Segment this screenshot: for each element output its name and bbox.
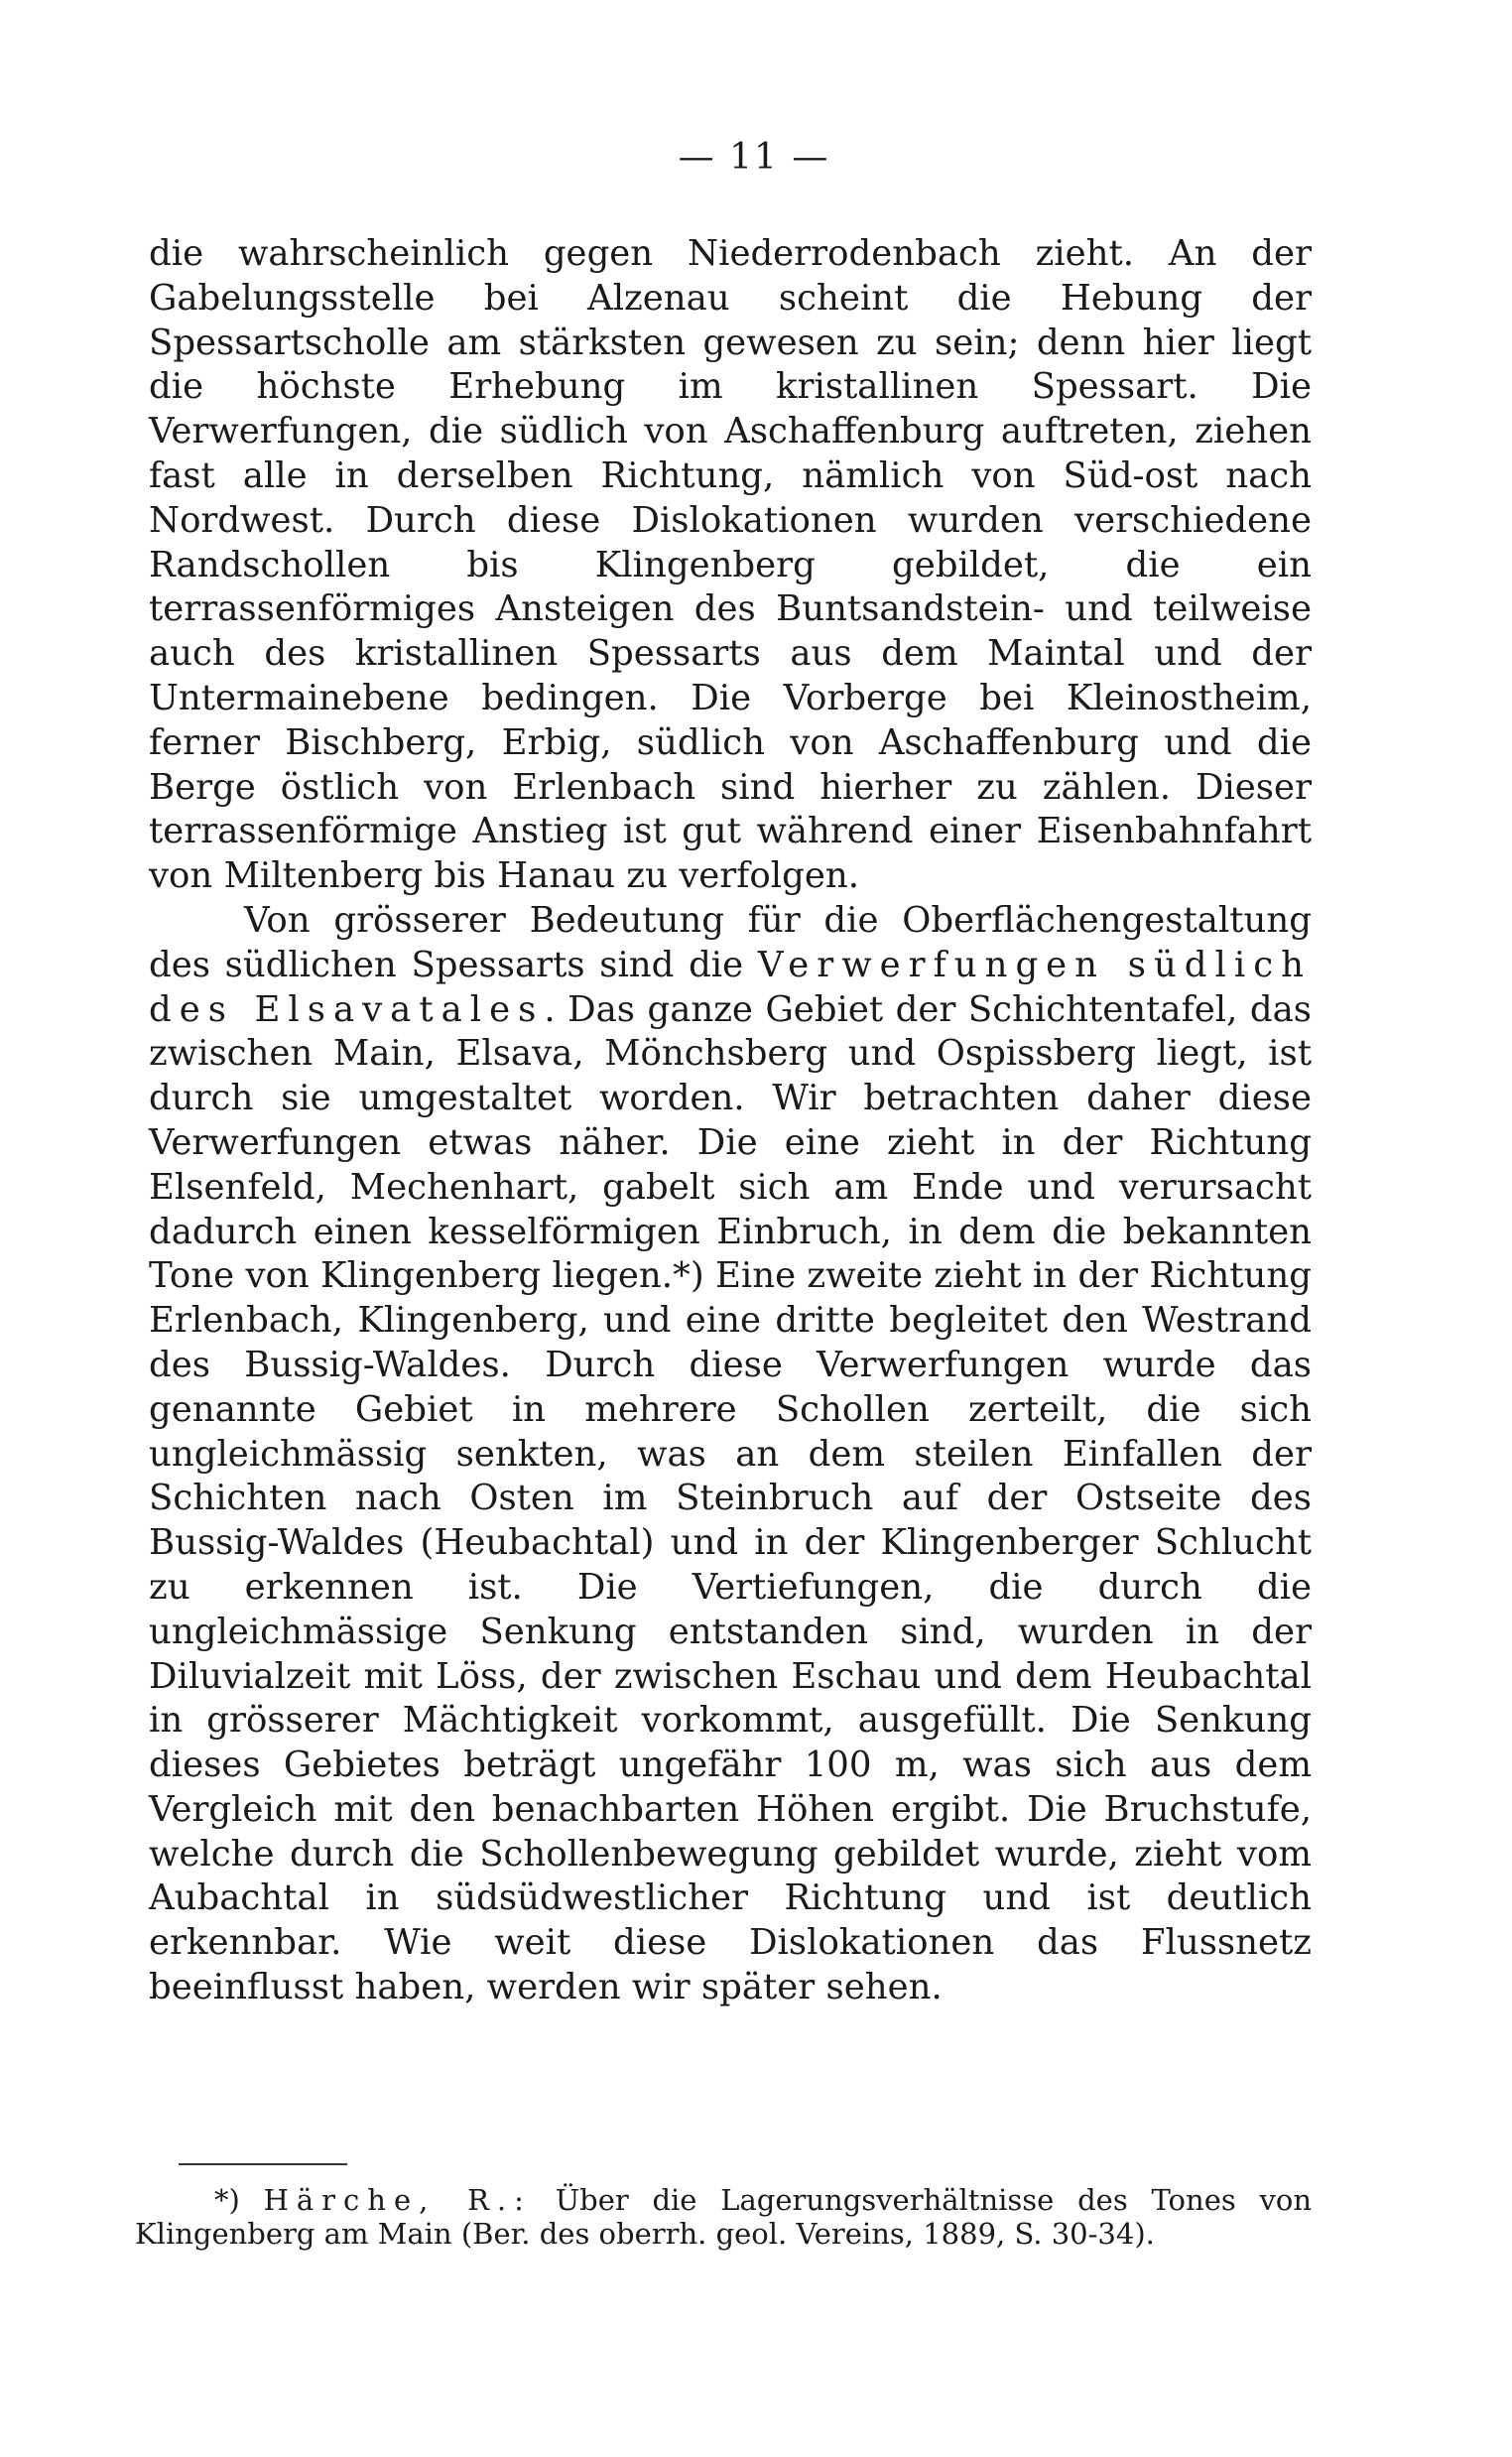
paragraph-2 [149,899,1312,2010]
paragraph-2-text-start: Von grösserer Bedeutung für die Oberflächengestaltung des südlichen Spessarts sind die [149,899,1312,985]
page-number: — 11 — [678,137,830,178]
footnote-author: Härche, R.: [263,2183,532,2217]
footnote-divider [179,2163,347,2165]
paragraph-1 [149,232,1312,899]
footnote-marker: *) [214,2183,240,2217]
paragraph-2-text-rest: . Das ganze Gebiet der Schichtentafel, das zwischen Main, Elsava, Mönchsberg und Ospissberg liegt, ist durch sie umgestaltet worden. Wir betrachten daher diese Verwerfungen etwas näher. Die eine zieht in der Richtung Elsenfeld, Mechenhart, gabelt sich am Ende und verursacht dadurch einen kesselförmigen Einbruch, in dem die bekannten Tone von Klingenberg liegen.*) Eine zweite zieht in der Richtung Erlenbach, Klingenberg, und eine dritte begleitet den Westrand des Bussig-Waldes. Durch diese Verwerfungen wurde das genannte Gebiet in mehrere Schollen zerteilt, die sich ungleichmässig senkten, was an dem steilen Einfallen der Schichten nach Osten im Steinbruch auf der Ostseite des Bussig-Waldes (Heubachtal) und in der Klingenberger Schlucht zu erkennen ist. Die Vertiefungen, die durch die ungleichmässige Senkung entstanden sind, wurden in der Diluvialzeit mit Löss, der zwischen Eschau und dem Heubachtal in grösserer Mächtigkeit vorkommt, ausgefüllt. Die Senkung dieses Gebietes beträgt ungefähr 100 m, was sich aus dem Vergleich mit den benachbarten Höhen ergibt. Die Bruchstufe, welche durch die Schollenbewegung gebildet wurde, zieht vom Aubachtal in südsüdwestlicher Richtung und ist deutlich erkennbar. Wie weit diese Dislokationen das Flussnetz beeinflusst haben, werden wir später sehen. [149,988,1312,2008]
emphasized-phrase: Verwerfungen südlich des Elsavatales [149,944,1312,1030]
footnote-paragraph [135,2183,1312,2251]
main-text [149,232,1312,2010]
paragraph-1-text: die wahrscheinlich gegen Niederrodenbach zieht. An der Gabelungsstelle bei Alzenau scheint die Hebung der Spessartscholle am stärksten gewesen zu sein; denn hier liegt die höchste Erhebung im kristallinen Spessart. Die Verwerfungen, die südlich von Aschaffenburg auftreten, ziehen fast alle in derselben Richtung, nämlich von Süd-ost nach Nordwest. Durch diese Dislokationen wurden verschiedene Randschollen bis Klingenberg gebildet, die ein terrassenförmiges Ansteigen des Buntsandstein- und teilweise auch des kristallinen Spessarts aus dem Maintal und der Untermainebene bedingen. Die Vorberge bei Kleinostheim, ferner Bischberg, Erbig, südlich von Aschaffenburg und die Berge östlich von Erlenbach sind hierher zu zählen. Dieser terrassenförmige Anstieg ist gut während einer Eisenbahnfahrt von Miltenberg bis Hanau zu verfolgen. [149,233,1312,897]
footnote [135,2183,1312,2251]
footnote-text: Über die Lagerungsverhältnisse des Tones von Klingenberg am Main (Ber. des oberrh. geol. Vereins, 1889, S. 30-34). [135,2183,1313,2251]
